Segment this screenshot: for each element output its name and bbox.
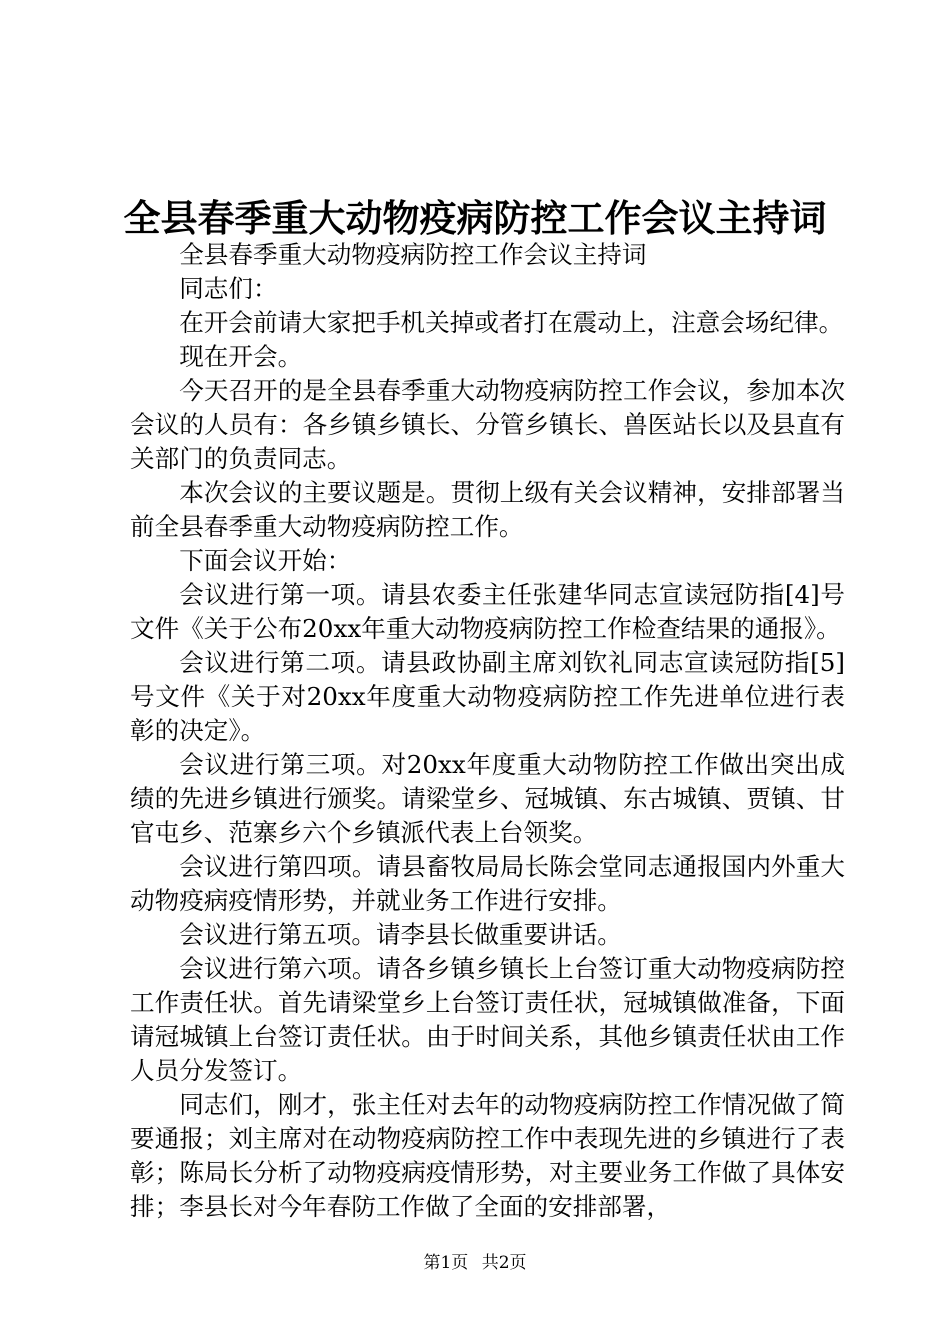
paragraph-subtitle: 全县春季重大动物疫病防控工作会议主持词 (179, 240, 647, 269)
paragraph-item-6: 会议进行第六项。请各乡镇乡镇长上台签订重大动物疫病防控工作责任状。首先请梁堂乡上台签订责任状，冠城镇做准备，下面请冠城镇上台签订责任状。由于时间关系，其他乡镇责任状由工作人员分发签订。 (130, 954, 845, 1085)
document-title: 全县春季重大动物疫病防控工作会议主持词 (123, 196, 827, 240)
paragraph: 下面会议开始： (179, 546, 352, 575)
paragraph: 本次会议的主要议题是。贯彻上级有关会议精神，安排部署当前全县春季重大动物疫病防控工作。 (130, 478, 845, 541)
paragraph-item-5: 会议进行第五项。请李县长做重要讲话。 (179, 920, 622, 949)
paragraph: 今天召开的是全县春季重大动物疫病防控工作会议，参加本次会议的人员有：各乡镇乡镇长、分管乡镇长、兽医站长以及县直有关部门的负责同志。 (130, 376, 845, 473)
page-footer (0, 1248, 950, 1273)
page-number: 第1页 (423, 1253, 469, 1273)
paragraph-item-3: 会议进行第三项。对20xx年度重大动物防控工作做出突出成绩的先进乡镇进行颁奖。请梁堂乡、冠城镇、东古城镇、贾镇、甘官屯乡、范寨乡六个乡镇派代表上台领奖。 (130, 750, 845, 847)
paragraph-item-2: 会议进行第二项。请县政协副主席刘钦礼同志宣读冠防指[5]号文件《关于对20xx年度重大动物疫病防控工作先进单位进行表彰的决定》。 (130, 648, 845, 745)
paragraph: 现在开会。 (179, 342, 303, 371)
paragraph-item-4: 会议进行第四项。请县畜牧局局长陈会堂同志通报国内外重大动物疫病疫情形势，并就业务工作进行安排。 (130, 852, 845, 915)
paragraph-item-1: 会议进行第一项。请县农委主任张建华同志宣读冠防指[4]号文件《关于公布20xx年重大动物疫病防控工作检查结果的通报》。 (130, 580, 845, 643)
document-body (130, 238, 845, 1224)
paragraph: 在开会前请大家把手机关掉或者打在震动上，注意会场纪律。 (179, 308, 844, 337)
paragraph-greeting: 同志们： (179, 274, 278, 303)
page-total: 共2页 (481, 1253, 527, 1273)
paragraph-summary: 同志们，刚才，张主任对去年的动物疫病防控工作情况做了简要通报；刘主席对在动物疫病防控工作中表现先进的乡镇进行了表彰；陈局长分析了动物疫病疫情形势，对主要业务工作做了具体安排；李县长对今年春防工作做了全面的安排部署， (130, 1090, 845, 1221)
